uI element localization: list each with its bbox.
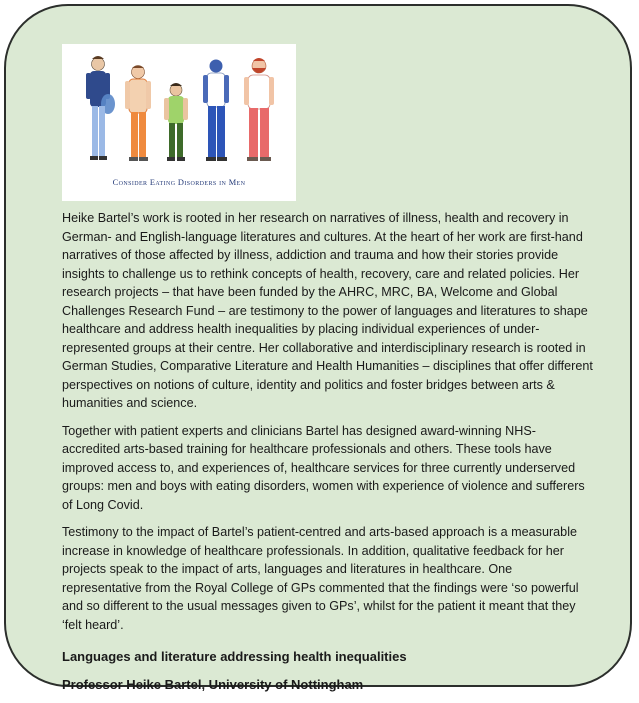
paragraph-research: Heike Bartel’s work is rooted in her research on narratives of illness, health and recovery in German- and English-language literatures and cultures. At the heart of her work are first-hand narratives of those affected by illness, addiction and trauma and how their stories provide insights to challenge us to rethink concepts of health, recovery, care and related policies. Her research projects – that have been funded by the AHRC, MRC, BA, Welcome and Global Challenges Research Fund – are testimony to the power of languages and literatures to shape healthcare and address health inequalities by placing individual experiences of under-represented groups at their centre. Her collaborative and interdisciplinary research is rooted in German Studies, Comparative Literature and Health Humanities – disciplines that offer different perspectives on notions of culture, identity and politics and foster bridges between arts & humanities and science.	[62, 211, 593, 410]
illustration-caption: Consider Eating Disorders in Men	[112, 178, 246, 187]
section-heading: Languages and literature addressing health inequalities	[62, 649, 407, 664]
paragraph-training: Together with patient experts and clinicians Bartel has designed award-winning NHS-accredited arts-based training for healthcare professionals and others. These tools have improved access to, and experiences of, healthcare services for three currently underserved groups: men and boys with eating disorders, women with experience of violence and sufferers of Long Covid.	[62, 423, 585, 512]
figure-man-jeans	[203, 60, 229, 162]
article-body	[62, 209, 594, 703]
illustration	[62, 44, 296, 201]
author-line: Professor Heike Bartel, University of Nottingham	[62, 676, 364, 692]
figure-man-green	[164, 83, 188, 161]
figure-man-red	[244, 58, 274, 161]
five-men-drawing-icon	[62, 44, 296, 176]
figure-man-orange	[125, 66, 151, 162]
figure-man-blue	[86, 56, 115, 160]
paragraph-impact: Testimony to the impact of Bartel’s patient-centred and arts-based approach is a measurable increase in knowledge of healthcare professionals. In addition, qualitative feedback for her projects speak to the impact of arts, languages and literatures in healthcare. One representative from the Royal College of GPs commented that the findings were ‘so powerful and so different to the usual messages given to GPs’, whilst for the patient it meant that they ‘felt heard’.	[62, 525, 579, 632]
